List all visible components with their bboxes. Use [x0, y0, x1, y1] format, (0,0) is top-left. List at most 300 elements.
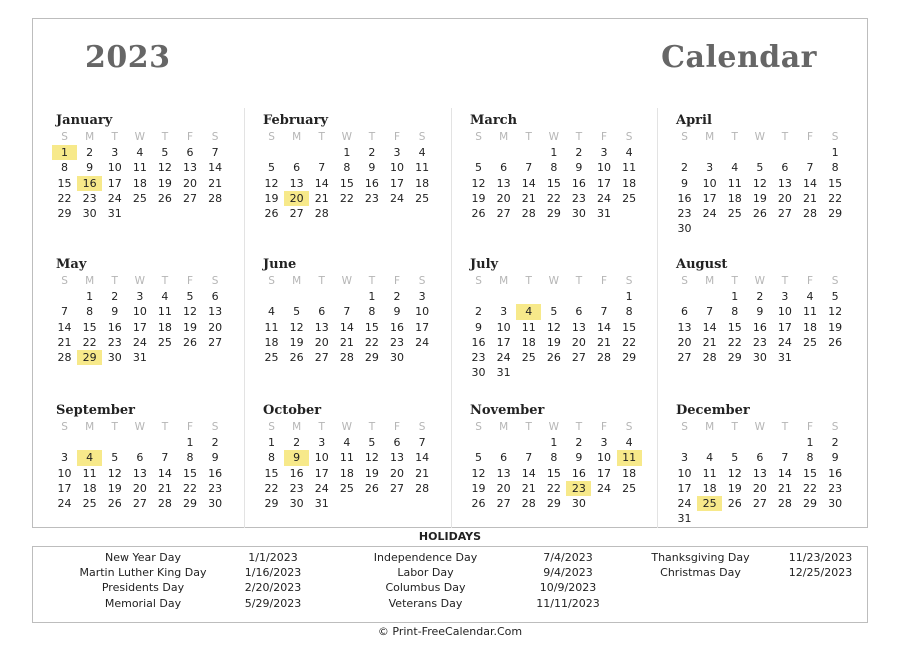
day-cell: 14	[157, 466, 172, 480]
weekday-header: T	[111, 421, 118, 433]
empty-day-cell	[747, 435, 772, 450]
weekday-header: M	[85, 131, 95, 143]
empty-day-cell	[466, 289, 491, 304]
day-cell: 14	[415, 451, 430, 465]
day-cell: 31	[677, 512, 692, 526]
day-cell: 24	[107, 191, 122, 205]
month-name: August	[676, 257, 728, 272]
day-cell: 26	[107, 496, 122, 510]
day-cell: 19	[264, 191, 279, 205]
day-cell: 2	[86, 146, 94, 160]
weekday-header: W	[754, 421, 766, 433]
day-cell: 28	[521, 496, 536, 510]
weekday-header: S	[418, 131, 426, 143]
day-cell: 7	[161, 451, 169, 465]
day-cell: 18	[702, 481, 717, 495]
day-cell: 31	[597, 206, 612, 220]
day-cell: 24	[677, 496, 692, 510]
day-cell: 8	[61, 161, 69, 175]
holiday-date: 2/20/2023	[244, 581, 302, 595]
day-cell: 12	[289, 320, 304, 334]
day-cell: 25	[132, 191, 147, 205]
day-cell: 5	[731, 451, 739, 465]
day-cell: 30	[571, 496, 586, 510]
weekday-header: T	[318, 275, 325, 287]
day-cell: 14	[339, 320, 354, 334]
day-cell: 9	[86, 161, 94, 175]
day-cell: 11	[132, 161, 147, 175]
day-cell: 17	[415, 320, 430, 334]
day-cell: 9	[831, 451, 839, 465]
day-cell: 27	[777, 206, 792, 220]
empty-day-cell	[797, 145, 822, 160]
day-cell: 8	[625, 305, 633, 319]
month-name: May	[56, 257, 87, 272]
day-cell: 1	[731, 290, 739, 304]
day-cell: 17	[57, 481, 72, 495]
day-cell: 9	[475, 320, 483, 334]
day-cell: 19	[828, 320, 843, 334]
day-cell: 18	[415, 176, 430, 190]
day-cell: 17	[702, 191, 717, 205]
day-cell: 15	[364, 320, 379, 334]
day-cell: 19	[289, 335, 304, 349]
day-cell: 15	[546, 466, 561, 480]
weekday-header: T	[368, 131, 376, 143]
day-cell: 2	[111, 290, 119, 304]
day-cell: 5	[368, 436, 376, 450]
month-grid	[259, 420, 435, 511]
day-cell: 10	[390, 161, 405, 175]
day-cell: 20	[571, 335, 586, 349]
day-cell: 4	[806, 290, 814, 304]
day-cell: 21	[339, 335, 354, 349]
day-cell: 11	[622, 161, 637, 175]
day-cell: 12	[107, 466, 122, 480]
day-cell: 6	[136, 451, 144, 465]
day-cell: 8	[550, 451, 558, 465]
weekday-header: S	[625, 131, 633, 143]
day-cell: 29	[546, 496, 561, 510]
day-cell: 21	[57, 335, 72, 349]
holiday-dates-col-2	[523, 550, 613, 611]
day-cell: 13	[496, 176, 511, 190]
day-cell: 21	[777, 481, 792, 495]
weekday-header: W	[754, 131, 766, 143]
day-cell: 21	[415, 466, 430, 480]
day-cell: 2	[293, 436, 301, 450]
day-cell: 8	[831, 161, 839, 175]
weekday-header: M	[705, 421, 715, 433]
month-july	[466, 256, 642, 380]
day-cell: 15	[622, 320, 637, 334]
weekday-header: W	[341, 275, 353, 287]
empty-day-cell	[52, 289, 77, 304]
month-name: June	[263, 257, 297, 272]
weekday-header: S	[475, 131, 482, 143]
day-cell: 24	[597, 481, 612, 495]
holiday-date: 11/23/2023	[788, 551, 853, 564]
empty-day-cell	[591, 289, 616, 304]
day-cell: 23	[677, 206, 692, 220]
weekday-header: W	[548, 421, 560, 433]
weekday-header: M	[292, 421, 302, 433]
day-cell: 2	[368, 146, 376, 160]
day-cell: 18	[622, 176, 637, 190]
empty-day-cell	[697, 289, 722, 304]
day-cell: 31	[107, 206, 122, 220]
weekday-header: F	[393, 421, 401, 433]
day-cell: 22	[803, 481, 818, 495]
day-cell: 3	[136, 290, 144, 304]
day-cell: 28	[57, 350, 72, 364]
day-cell: 27	[496, 496, 511, 510]
calendar-title: Calendar	[661, 40, 817, 75]
weekday-header: S	[625, 421, 633, 433]
day-cell: 14	[208, 161, 223, 175]
day-cell: 23	[828, 481, 843, 495]
holiday-name: Memorial Day	[104, 596, 182, 610]
holiday-day-cell: 29	[77, 350, 102, 365]
day-cell: 13	[571, 320, 586, 334]
holiday-name: Veterans Day	[388, 596, 463, 610]
holiday-day-cell: 25	[697, 496, 722, 511]
holiday-date: 12/25/2023	[788, 566, 853, 580]
day-cell: 9	[393, 305, 401, 319]
holiday-date: 5/29/2023	[244, 596, 302, 610]
empty-day-cell	[672, 145, 697, 160]
day-cell: 6	[500, 161, 508, 175]
day-cell: 18	[727, 191, 742, 205]
empty-day-cell	[672, 435, 697, 450]
day-cell: 11	[339, 451, 354, 465]
day-cell: 17	[314, 466, 329, 480]
empty-day-cell	[697, 435, 722, 450]
day-cell: 24	[496, 350, 511, 364]
day-cell: 4	[706, 451, 714, 465]
weekday-header: S	[268, 275, 275, 287]
month-name: February	[263, 113, 329, 128]
day-cell: 8	[86, 305, 94, 319]
month-october	[259, 402, 435, 511]
day-cell: 14	[521, 466, 536, 480]
day-cell: 21	[314, 191, 329, 205]
day-cell: 31	[777, 350, 792, 364]
day-cell: 6	[211, 290, 219, 304]
day-cell: 18	[157, 320, 172, 334]
day-cell: 14	[314, 176, 329, 190]
day-cell: 12	[752, 176, 767, 190]
holiday-date: 11/11/2023	[536, 596, 600, 610]
day-cell: 29	[183, 496, 198, 510]
day-cell: 28	[314, 206, 329, 220]
weekday-header: T	[781, 131, 789, 143]
day-cell: 17	[132, 320, 147, 334]
day-cell: 27	[677, 350, 692, 364]
day-cell: 16	[471, 335, 486, 349]
day-cell: 1	[550, 146, 558, 160]
day-cell: 21	[702, 335, 717, 349]
day-cell: 7	[600, 305, 608, 319]
day-cell: 18	[132, 176, 147, 190]
day-cell: 25	[622, 191, 637, 205]
day-cell: 28	[415, 481, 430, 495]
day-cell: 15	[727, 320, 742, 334]
day-cell: 13	[289, 176, 304, 190]
month-november	[466, 402, 642, 511]
weekday-header: T	[161, 131, 169, 143]
day-cell: 1	[550, 436, 558, 450]
column-divider	[244, 108, 245, 528]
day-cell: 25	[521, 350, 536, 364]
day-cell: 5	[475, 451, 483, 465]
weekday-header: W	[341, 421, 353, 433]
weekday-header: S	[681, 421, 688, 433]
day-cell: 22	[183, 481, 198, 495]
day-cell: 5	[550, 305, 558, 319]
holiday-dates-col-1	[228, 550, 318, 611]
day-cell: 15	[183, 466, 198, 480]
day-cell: 26	[264, 206, 279, 220]
day-cell: 4	[625, 146, 633, 160]
day-cell: 6	[681, 305, 689, 319]
day-cell: 12	[183, 305, 198, 319]
weekday-header: T	[368, 275, 376, 287]
day-cell: 7	[318, 161, 326, 175]
day-cell: 28	[803, 206, 818, 220]
weekday-header: W	[754, 275, 766, 287]
day-cell: 22	[264, 481, 279, 495]
day-cell: 6	[293, 161, 301, 175]
day-cell: 18	[264, 335, 279, 349]
weekday-header: T	[161, 421, 169, 433]
holidays-box	[32, 546, 868, 623]
month-august	[672, 256, 848, 365]
day-cell: 16	[208, 466, 223, 480]
weekday-header: W	[134, 421, 146, 433]
holiday-day-cell: 4	[516, 304, 541, 319]
day-cell: 8	[550, 161, 558, 175]
weekday-header: S	[625, 275, 633, 287]
day-cell: 20	[496, 481, 511, 495]
day-cell: 18	[803, 320, 818, 334]
day-cell: 24	[702, 206, 717, 220]
weekday-header: M	[85, 275, 95, 287]
day-cell: 6	[186, 146, 194, 160]
empty-day-cell	[259, 145, 284, 160]
day-cell: 7	[806, 161, 814, 175]
day-cell: 26	[183, 335, 198, 349]
day-cell: 5	[293, 305, 301, 319]
weekday-header: T	[318, 421, 325, 433]
weekday-header: S	[831, 131, 839, 143]
day-cell: 11	[803, 305, 818, 319]
day-cell: 16	[364, 176, 379, 190]
holiday-name: New Year Day	[105, 551, 181, 564]
weekday-header: W	[341, 131, 353, 143]
day-cell: 27	[289, 206, 304, 220]
holidays-title: HOLIDAYS	[418, 530, 482, 543]
day-cell: 14	[597, 320, 612, 334]
month-september	[52, 402, 228, 511]
day-cell: 20	[314, 335, 329, 349]
day-cell: 28	[702, 350, 717, 364]
day-cell: 26	[727, 496, 742, 510]
day-cell: 12	[471, 466, 486, 480]
empty-day-cell	[697, 145, 722, 160]
weekday-header: F	[186, 421, 194, 433]
day-cell: 5	[756, 161, 764, 175]
day-cell: 21	[803, 191, 818, 205]
empty-day-cell	[309, 289, 334, 304]
holiday-name: Independence Day	[373, 551, 478, 564]
day-cell: 18	[622, 466, 637, 480]
weekday-header: M	[705, 275, 715, 287]
day-cell: 29	[364, 350, 379, 364]
column-divider	[657, 108, 658, 528]
day-cell: 24	[777, 335, 792, 349]
day-cell: 2	[475, 305, 483, 319]
day-cell: 7	[418, 436, 426, 450]
day-cell: 4	[161, 290, 169, 304]
empty-day-cell	[466, 435, 491, 450]
day-cell: 24	[132, 335, 147, 349]
empty-day-cell	[722, 145, 747, 160]
day-cell: 15	[546, 176, 561, 190]
day-cell: 18	[521, 335, 536, 349]
day-cell: 28	[777, 496, 792, 510]
empty-day-cell	[491, 145, 516, 160]
day-cell: 30	[752, 350, 767, 364]
weekday-header: T	[781, 275, 789, 287]
year-title: 2023	[85, 40, 171, 75]
weekday-header: S	[211, 275, 219, 287]
day-cell: 19	[471, 191, 486, 205]
day-cell: 30	[289, 496, 304, 510]
month-grid	[259, 130, 435, 221]
day-cell: 23	[289, 481, 304, 495]
empty-day-cell	[102, 435, 127, 450]
day-cell: 25	[339, 481, 354, 495]
day-cell: 27	[752, 496, 767, 510]
day-cell: 13	[752, 466, 767, 480]
day-cell: 3	[706, 161, 714, 175]
day-cell: 24	[390, 191, 405, 205]
day-cell: 3	[318, 436, 326, 450]
weekday-header: S	[831, 421, 839, 433]
day-cell: 8	[368, 305, 376, 319]
weekday-header: S	[475, 275, 482, 287]
day-cell: 1	[806, 436, 814, 450]
day-cell: 6	[781, 161, 789, 175]
day-cell: 1	[86, 290, 94, 304]
weekday-header: S	[475, 421, 482, 433]
month-name: April	[676, 113, 712, 128]
weekday-header: M	[705, 131, 715, 143]
day-cell: 3	[600, 436, 608, 450]
day-cell: 27	[132, 496, 147, 510]
day-cell: 12	[727, 466, 742, 480]
day-cell: 28	[339, 350, 354, 364]
day-cell: 10	[597, 161, 612, 175]
day-cell: 3	[393, 146, 401, 160]
day-cell: 22	[82, 335, 97, 349]
column-divider	[451, 108, 452, 528]
day-cell: 30	[208, 496, 223, 510]
day-cell: 10	[132, 305, 147, 319]
weekday-header: S	[211, 421, 219, 433]
day-cell: 19	[157, 176, 172, 190]
day-cell: 11	[415, 161, 430, 175]
day-cell: 29	[803, 496, 818, 510]
day-cell: 30	[828, 496, 843, 510]
day-cell: 26	[471, 496, 486, 510]
day-cell: 4	[418, 146, 426, 160]
day-cell: 5	[268, 161, 276, 175]
day-cell: 11	[521, 320, 536, 334]
empty-day-cell	[259, 289, 284, 304]
day-cell: 30	[571, 206, 586, 220]
day-cell: 25	[157, 335, 172, 349]
day-cell: 5	[186, 290, 194, 304]
day-cell: 22	[622, 335, 637, 349]
month-grid	[466, 274, 642, 380]
day-cell: 2	[393, 290, 401, 304]
day-cell: 2	[575, 146, 583, 160]
day-cell: 9	[575, 161, 583, 175]
day-cell: 27	[496, 206, 511, 220]
day-cell: 11	[727, 176, 742, 190]
day-cell: 27	[314, 350, 329, 364]
weekday-header: M	[85, 421, 95, 433]
day-cell: 19	[752, 191, 767, 205]
day-cell: 26	[752, 206, 767, 220]
day-cell: 23	[390, 335, 405, 349]
day-cell: 7	[61, 305, 69, 319]
day-cell: 15	[57, 176, 72, 190]
weekday-header: W	[548, 131, 560, 143]
day-cell: 10	[57, 466, 72, 480]
day-cell: 10	[597, 451, 612, 465]
day-cell: 12	[264, 176, 279, 190]
day-cell: 24	[57, 496, 72, 510]
holiday-date: 1/1/2023	[248, 551, 298, 564]
day-cell: 13	[132, 466, 147, 480]
month-name: November	[470, 403, 545, 418]
day-cell: 12	[364, 451, 379, 465]
month-april	[672, 112, 848, 236]
day-cell: 29	[727, 350, 742, 364]
day-cell: 19	[727, 481, 742, 495]
day-cell: 15	[339, 176, 354, 190]
day-cell: 1	[831, 146, 839, 160]
day-cell: 20	[183, 176, 198, 190]
day-cell: 31	[496, 366, 511, 380]
month-name: July	[470, 257, 499, 272]
holiday-name: Labor Day	[397, 566, 454, 580]
holiday-dates-col-3	[773, 550, 868, 580]
month-name: December	[676, 403, 750, 418]
day-cell: 17	[390, 176, 405, 190]
holiday-names-col-3	[638, 550, 763, 580]
day-cell: 2	[681, 161, 689, 175]
month-grid	[259, 274, 435, 365]
day-cell: 21	[157, 481, 172, 495]
weekday-header: F	[600, 421, 608, 433]
weekday-header: M	[499, 421, 509, 433]
weekday-header: S	[268, 421, 275, 433]
day-cell: 19	[183, 320, 198, 334]
